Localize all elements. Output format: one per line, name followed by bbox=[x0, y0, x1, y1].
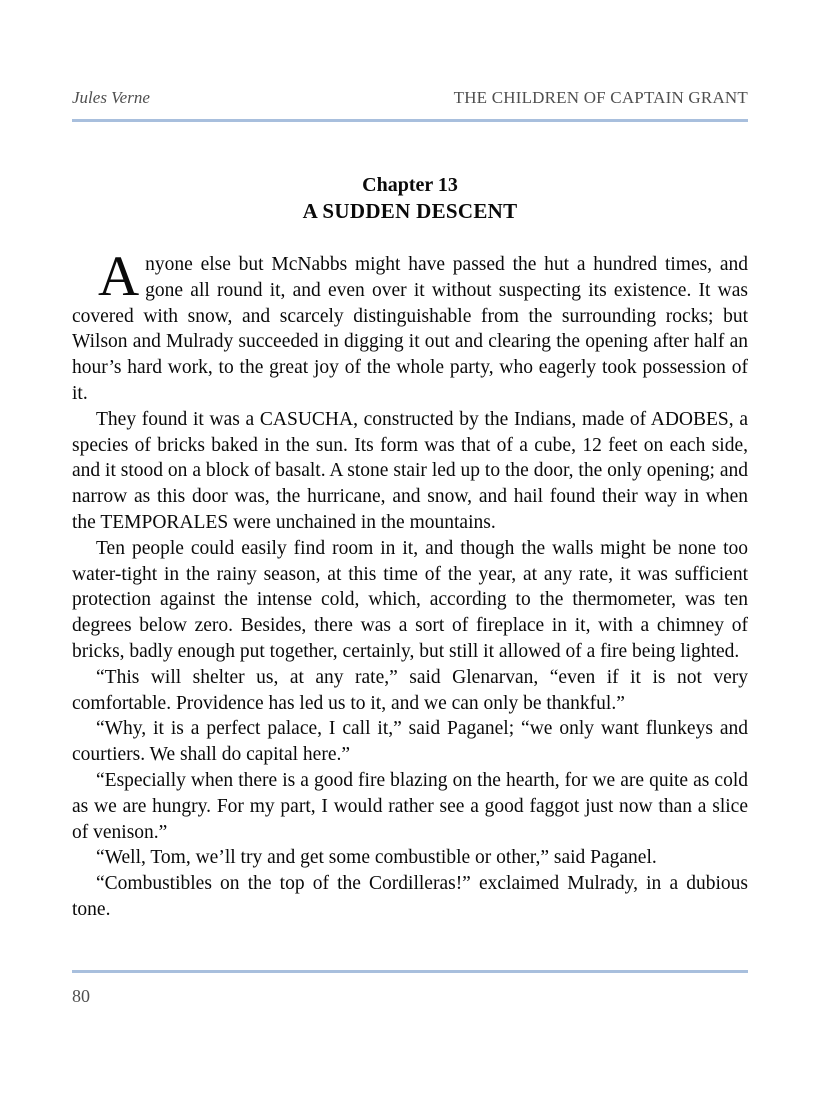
paragraph: “Combustibles on the top of the Cordilleras!” exclaimed Mulrady, in a dubious tone. bbox=[72, 873, 748, 920]
paragraph-opening-text: nyone else but McNabbs might have passed the hut a hundred times, and gone all round it, and even over it without suspecting its existence. It was covered with snow, and scarcely distinguishable from the surrounding rocks; but Wilson and Mulrady succeeded in digging it out and clearing the opening after half an hour’s hard work, to the great joy of the whole party, who eagerly took possession of it. bbox=[72, 254, 748, 404]
paragraph-opening bbox=[72, 245, 748, 407]
paragraph: “Well, Tom, we’ll try and get some combustible or other,” said Paganel. bbox=[96, 847, 657, 869]
paragraph: They found it was a CASUCHA, constructed by the Indians, made of ADOBES, a species of bricks baked in the sun. Its form was that of a cube, 12 feet on each side, and it stood on a block of basalt. A stone stair led up to the door, the only opening; and narrow as this door was, the hurricane, and snow, and hail found their way in when the TEMPORALES were unchained in the mountains. bbox=[72, 408, 748, 533]
running-header bbox=[72, 0, 748, 122]
chapter-title: A SUDDEN DESCENT bbox=[302, 199, 518, 223]
chapter-number: Chapter 13 bbox=[362, 174, 458, 196]
chapter-heading bbox=[72, 172, 748, 225]
drop-cap: A bbox=[98, 245, 140, 308]
book-title: THE CHILDREN OF CAPTAIN GRANT bbox=[453, 88, 748, 107]
chapter-body bbox=[72, 245, 748, 923]
paragraph: “Especially when there is a good fire blazing on the hearth, for we are quite as cold as we are hungry. For my part, I would rather see a good faggot just now than a slice of venison.” bbox=[72, 769, 748, 843]
paragraph: “This will shelter us, at any rate,” said Glenarvan, “even if it is not very comfortable. Providence has led us to it, and we can only be thankful.” bbox=[72, 666, 748, 714]
author-name: Jules Verne bbox=[72, 88, 150, 107]
paragraph: Ten people could easily find room in it, and though the walls might be none too water-tight in the rainy season, at this time of the year, at any rate, it was sufficient protection against the intense cold, which, according to the thermometer, was ten degrees below zero. Besides, there was a sort of fireplace in it, with a chimney of bricks, badly enough put together, certainly, but still it allowed of a fire being lighted. bbox=[72, 537, 748, 662]
page-footer bbox=[72, 970, 748, 1007]
paragraph: “Why, it is a perfect palace, I call it,” said Paganel; “we only want flunkeys and courtiers. We shall do capital here.” bbox=[72, 718, 748, 766]
page-number: 80 bbox=[72, 986, 90, 1006]
